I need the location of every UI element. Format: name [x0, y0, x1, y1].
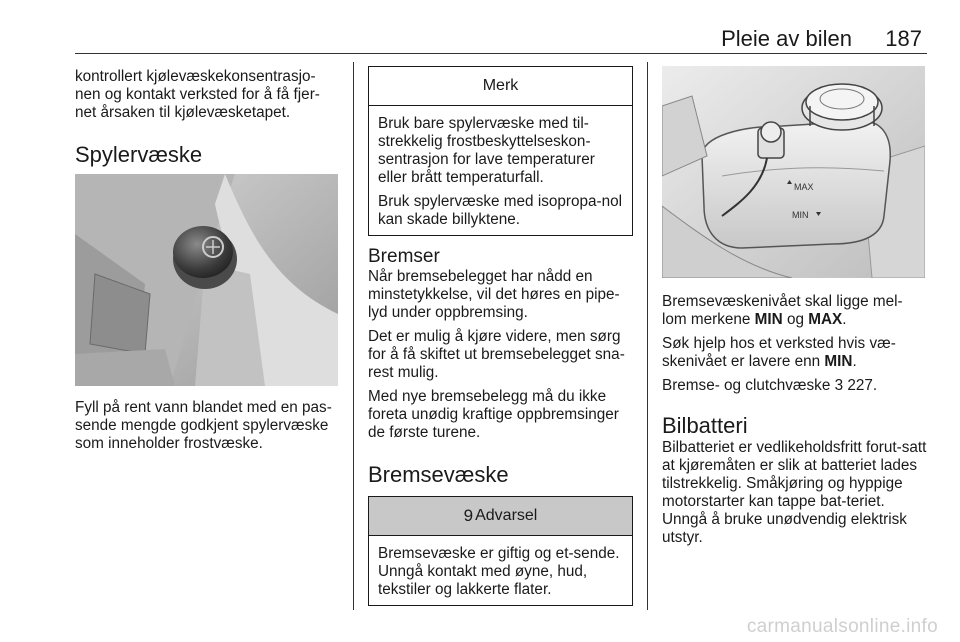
column-2	[368, 246, 633, 488]
paragraph: Når bremsebelegget har nådd en minstetykkelse, vil det høres en pipe-lyd under oppbremsing.	[368, 268, 620, 321]
page-number: 187	[885, 26, 922, 51]
page-reference-link[interactable]: 227	[847, 377, 873, 394]
page-header	[0, 0, 960, 60]
warning-box	[368, 496, 633, 606]
paragraph: Det er mulig å kjøre videre, men sørg for å få skiftet ut bremsebelegget sna-rest mulig.	[368, 328, 625, 381]
min-mark-label: MIN	[792, 210, 809, 220]
heading-bremsevaeske: Bremsevæske	[368, 462, 509, 487]
washer-reservoir-figure	[75, 174, 338, 386]
max-mark-label: MAX	[794, 182, 814, 192]
min-label: MIN	[824, 353, 853, 370]
column-divider	[353, 62, 354, 610]
paragraph: Bilbatteriet er vedlikeholdsfritt forut-satt at kjøremåten er slik at batteriet lades tilstrekkelig. Småkjøring og hyppige motorstarter kan tappe bat-teriet. Unngå å bruke unødvendig elektrisk utstyr.	[662, 439, 927, 546]
warning-text: Bremsevæske er giftig og et-sende. Unngå kontakt med øyne, hud, tekstiler og lakkerte flater.	[378, 545, 620, 598]
note-box	[368, 66, 633, 236]
column-1-lower	[75, 399, 340, 459]
heading-bremser: Bremser	[368, 246, 440, 267]
paragraph: Fyll på rent vann blandet med en pas-sende mengde godkjent spylervæske som inneholder frostvæske.	[75, 399, 332, 452]
heading-bilbatteri: Bilbatteri	[662, 413, 748, 438]
header-rule	[75, 53, 927, 54]
section-title: Pleie av bilen	[721, 26, 852, 51]
paragraph: kontrollert kjølevæskekonsentrasjo-nen og kontakt verksted for å få fjer-net årsaken til kjølevæsketapet.	[75, 68, 320, 121]
note-text: Bruk bare spylervæske med til-strekkelig frostbeskyttelseskon-sentrasjon for lave temperaturer eller brått temperaturfall.	[378, 115, 595, 186]
min-label: MIN	[754, 311, 783, 328]
max-label: MAX	[808, 311, 843, 328]
watermark: carmanualsonline.info	[746, 616, 938, 637]
page-reference-icon: 3	[834, 377, 844, 394]
paragraph: Bremse- og clutchvæske 3 227.	[662, 377, 878, 394]
warning-title: Advarsel	[475, 507, 538, 524]
warning-triangle-icon: 9	[463, 506, 474, 525]
brake-fluid-reservoir-figure	[662, 66, 925, 278]
paragraph: Søk hjelp hos et verksted hvis væ-skenivået er lavere enn MIN.	[662, 335, 896, 370]
paragraph: Bremsevæskenivået skal ligge mel-lom merkene MIN og MAX.	[662, 293, 903, 328]
column-3	[662, 293, 927, 553]
column-divider	[647, 62, 648, 610]
column-1	[75, 62, 340, 168]
paragraph: Med nye bremsebelegg må du ikke foreta unødig kraftige oppbremsinger de første turene.	[368, 388, 619, 441]
note-text: Bruk spylervæske med isopropa-nol kan skade billyktene.	[378, 193, 623, 228]
heading-spylervaeske: Spylervæske	[75, 142, 203, 167]
note-title: Merk	[369, 67, 632, 106]
